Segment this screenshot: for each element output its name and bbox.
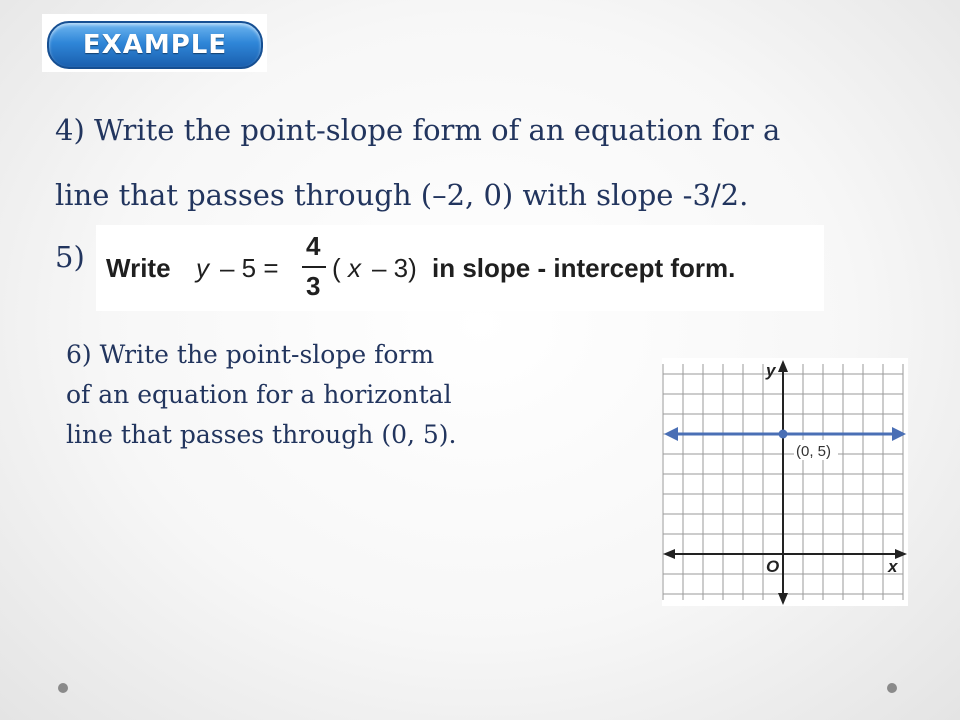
line-arrow-right xyxy=(892,427,906,441)
y-axis-arrow-up xyxy=(778,360,788,372)
coordinate-graph xyxy=(662,358,908,606)
q5-minus-3: – 3) xyxy=(372,253,417,283)
q5-fraction-numerator: 4 xyxy=(306,231,321,261)
question-4 xyxy=(55,98,895,228)
q5-tail-text: in slope - intercept form. xyxy=(432,253,736,283)
example-badge xyxy=(47,21,263,69)
x-axis-label: x xyxy=(888,557,898,576)
graph-svg xyxy=(662,358,908,606)
question-6: 6) Write the point-slope form of an equation for a horizontal line that passes through (0, 5). xyxy=(66,340,457,449)
q5-x-var: x xyxy=(348,253,361,283)
question-4-line-1: 4) Write the point-slope form of an equation for a xyxy=(55,113,781,147)
point-label: (0, 5) xyxy=(796,443,832,460)
question-5-number: 5) xyxy=(55,240,85,274)
line-arrow-left xyxy=(664,427,678,441)
q5-open-paren: ( xyxy=(332,253,341,283)
y-axis-label: y xyxy=(766,361,776,380)
x-axis-arrow-left xyxy=(663,549,675,559)
q5-minus-5: – 5 = xyxy=(220,253,279,283)
point-0-5 xyxy=(779,430,788,439)
q5-fraction-bar xyxy=(302,266,326,268)
q5-y-var: y xyxy=(196,253,209,283)
q5-write: Write xyxy=(106,253,171,283)
slide-decoration-dot-right xyxy=(887,683,897,693)
origin-label: O xyxy=(766,557,780,576)
question-4-line-2: line that passes through (–2, 0) with slope -3/2. xyxy=(55,178,749,212)
question-5-equation-box xyxy=(96,225,824,311)
y-axis-arrow-down xyxy=(778,593,788,605)
example-badge-label: EXAMPLE xyxy=(82,30,228,60)
example-badge-container xyxy=(42,14,267,72)
slide-decoration-dot-left xyxy=(58,683,68,693)
q5-fraction-denominator: 3 xyxy=(306,271,321,301)
